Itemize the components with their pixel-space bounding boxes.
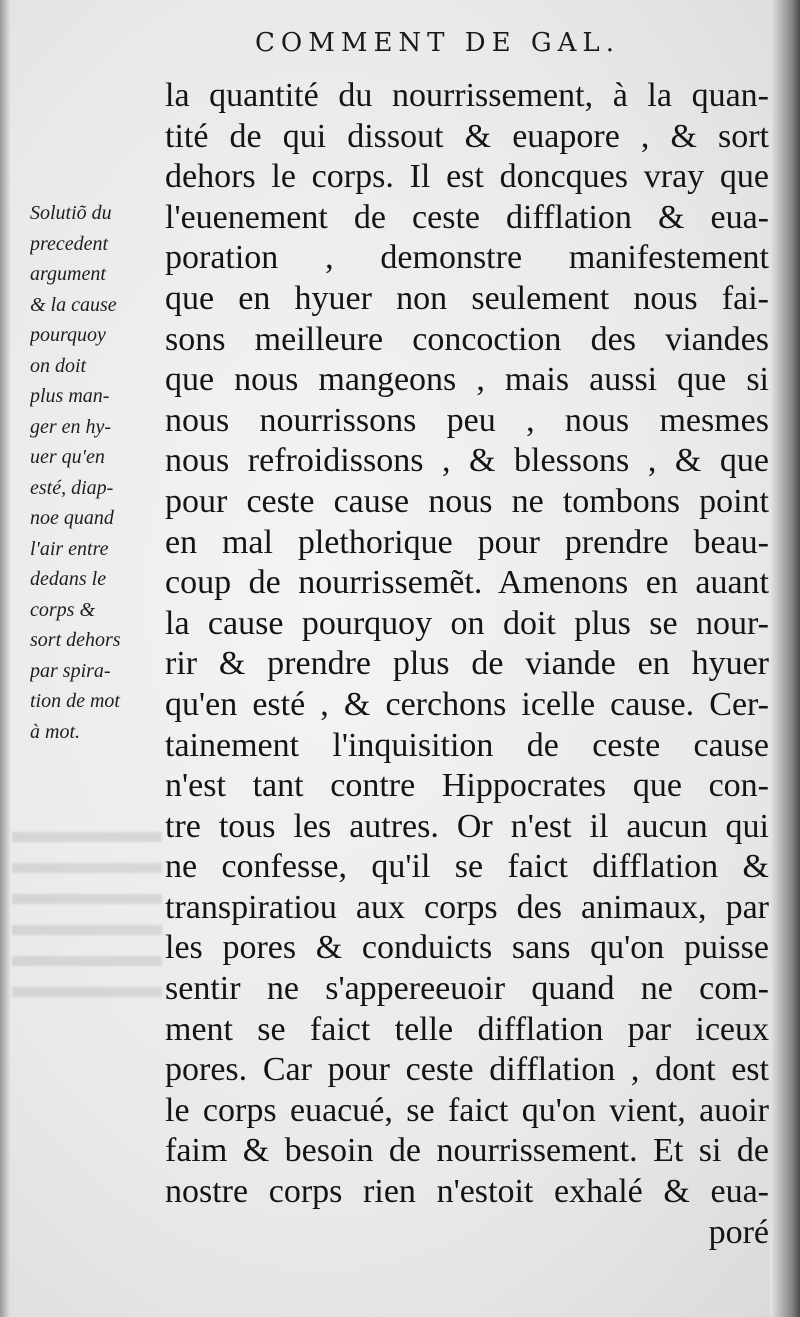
main-text-block — [165, 76, 769, 1253]
text-line: tainement l'inquisition de ceste cause — [165, 726, 769, 764]
text-line: pour ceste cause nous ne tombons point — [165, 482, 769, 520]
note-line: & la cause — [30, 293, 117, 316]
note-line: precedent — [30, 232, 109, 255]
text-line: tité de qui dissout & euapore , & sort — [165, 117, 769, 155]
note-line: par spira- — [30, 659, 111, 682]
note-line: corps & — [30, 598, 95, 621]
marginal-note — [30, 198, 170, 747]
text-line: faim & besoin de nourrissement. Et si de — [165, 1132, 769, 1170]
catchword: poré — [708, 1213, 769, 1251]
running-head: COMMENT DE GAL. — [255, 28, 620, 58]
note-line: uer qu'en — [30, 446, 105, 468]
text-line: transpiratiou aux corps des animaux, par — [165, 888, 769, 926]
note-line: dedans le — [30, 568, 107, 590]
text-line: tre tous les autres. Or n'est il aucun qui — [165, 807, 769, 845]
text-line: les pores & conduicts sans qu'on puisse — [165, 929, 769, 967]
note-line: tion de mot — [30, 690, 120, 712]
note-line: à mot. — [30, 720, 80, 743]
text-line: rir & prendre plus de viande en hyuer — [165, 645, 769, 683]
note-line: Solutiõ du — [30, 202, 112, 224]
text-line: ne confesse, qu'il se faict difflation & — [165, 848, 769, 886]
text-line: le corps euacué, se faict qu'on vient, auoir — [165, 1091, 769, 1129]
text-line: sentir ne s'appereeuoir quand ne com- — [165, 970, 769, 1008]
text-line: nous nourrissons peu , nous mesmes — [165, 401, 769, 439]
page-right-shadow — [770, 0, 800, 1317]
text-line: que nous mangeons , mais aussi que si — [165, 361, 769, 399]
text-line: n'est tant contre Hippocrates que con- — [165, 767, 769, 805]
show-through-text — [12, 820, 162, 1010]
text-line: la cause pourquoy on doit plus se nour- — [165, 604, 769, 642]
text-line: la quantité du nourrissement, à la quan- — [165, 77, 769, 114]
text-line: pores. Car pour ceste difflation , dont est — [165, 1051, 769, 1089]
text-line: qu'en esté , & cerchons icelle cause. Cer- — [165, 685, 769, 723]
note-line: plus man- — [30, 385, 110, 407]
text-line: nous refroidissons , & blessons , & que — [165, 442, 769, 480]
text-line: ment se faict telle difflation par iceux — [165, 1010, 769, 1048]
note-line: ger en hy- — [30, 415, 112, 438]
text-line: coup de nourrissemẽt. Amenons en auant — [165, 564, 769, 602]
note-line: pourquoy — [30, 324, 106, 346]
text-line: sons meilleure concoction des viandes — [165, 320, 769, 358]
page-left-shadow — [0, 0, 10, 1317]
text-line: poration , demonstre manifestement — [165, 239, 769, 277]
text-line: l'euenement de ceste difflation & eua- — [165, 198, 769, 236]
note-line: sort dehors — [30, 629, 121, 651]
text-line: en mal plethorique pour prendre beau- — [165, 523, 769, 561]
note-line: noe quand — [30, 507, 114, 529]
note-line: on doit — [30, 354, 87, 377]
text-line: nostre corps rien n'estoit exhalé & eua- — [165, 1173, 769, 1211]
note-line: l'air entre — [30, 537, 109, 560]
note-line: argument — [30, 263, 106, 285]
text-line: dehors le corps. Il est doncques vray que — [165, 158, 769, 196]
text-line: que en hyuer non seulement nous fai- — [165, 279, 769, 317]
note-line: esté, diap- — [30, 476, 114, 499]
